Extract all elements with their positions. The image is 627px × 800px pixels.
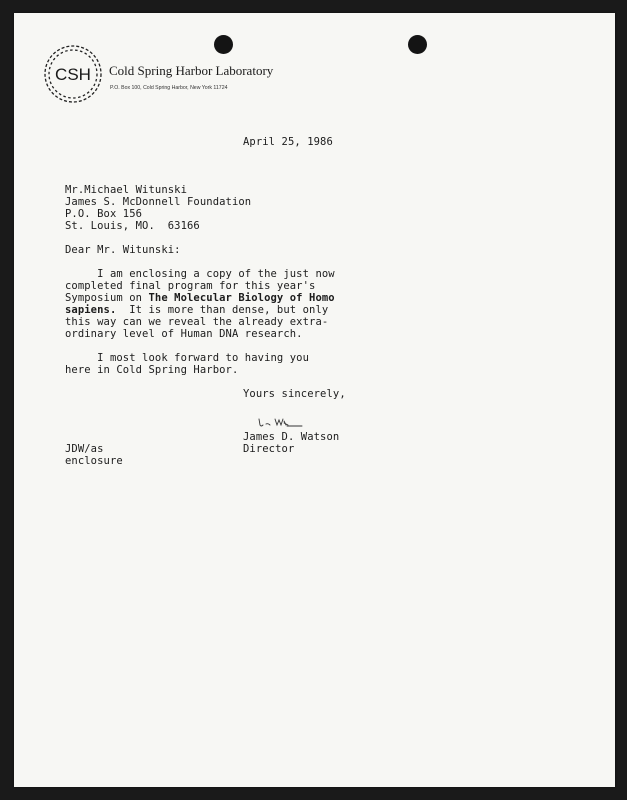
- body-line: [65, 304, 328, 316]
- punch-hole-left: [214, 35, 233, 54]
- recipient-po-box: P.O. Box 156: [65, 208, 143, 220]
- body-line: this way can we reveal the already extra-: [65, 316, 329, 328]
- body-text: Symposium on: [65, 292, 149, 304]
- recipient-city: St. Louis, MO. 63166: [65, 220, 200, 232]
- logo-text: CSH: [55, 65, 91, 84]
- punch-hole-right: [408, 35, 427, 54]
- letter-page: [14, 13, 615, 787]
- salutation: Dear Mr. Witunski:: [65, 244, 181, 256]
- handwritten-signature: [257, 413, 303, 429]
- reference-initials: JDW/as: [65, 443, 104, 455]
- body-line: completed final program for this year's: [65, 280, 316, 292]
- signer-title: Director: [243, 443, 295, 455]
- lab-name: Cold Spring Harbor Laboratory: [109, 63, 274, 78]
- body-text: It is more than dense, but only: [116, 304, 329, 316]
- letter-date: April 25, 1986: [243, 136, 333, 148]
- csh-logo: [42, 43, 104, 105]
- symposium-title-end: sapiens.: [65, 304, 117, 316]
- body-line: I am enclosing a copy of the just now: [65, 268, 335, 280]
- symposium-title: The Molecular Biology of Homo: [148, 292, 335, 304]
- closing: Yours sincerely,: [243, 388, 346, 400]
- body-line: I most look forward to having you: [65, 352, 310, 364]
- recipient-organization: James S. McDonnell Foundation: [65, 196, 252, 208]
- recipient-name: Mr.Michael Witunski: [65, 184, 188, 196]
- signer-name: James D. Watson: [243, 431, 340, 443]
- lab-address: P.O. Box 100, Cold Spring Harbor, New York 11724: [110, 85, 228, 91]
- body-line: [65, 292, 335, 304]
- enclosure-note: enclosure: [65, 455, 123, 467]
- body-line: here in Cold Spring Harbor.: [65, 364, 239, 376]
- body-line: ordinary level of Human DNA research.: [65, 328, 303, 340]
